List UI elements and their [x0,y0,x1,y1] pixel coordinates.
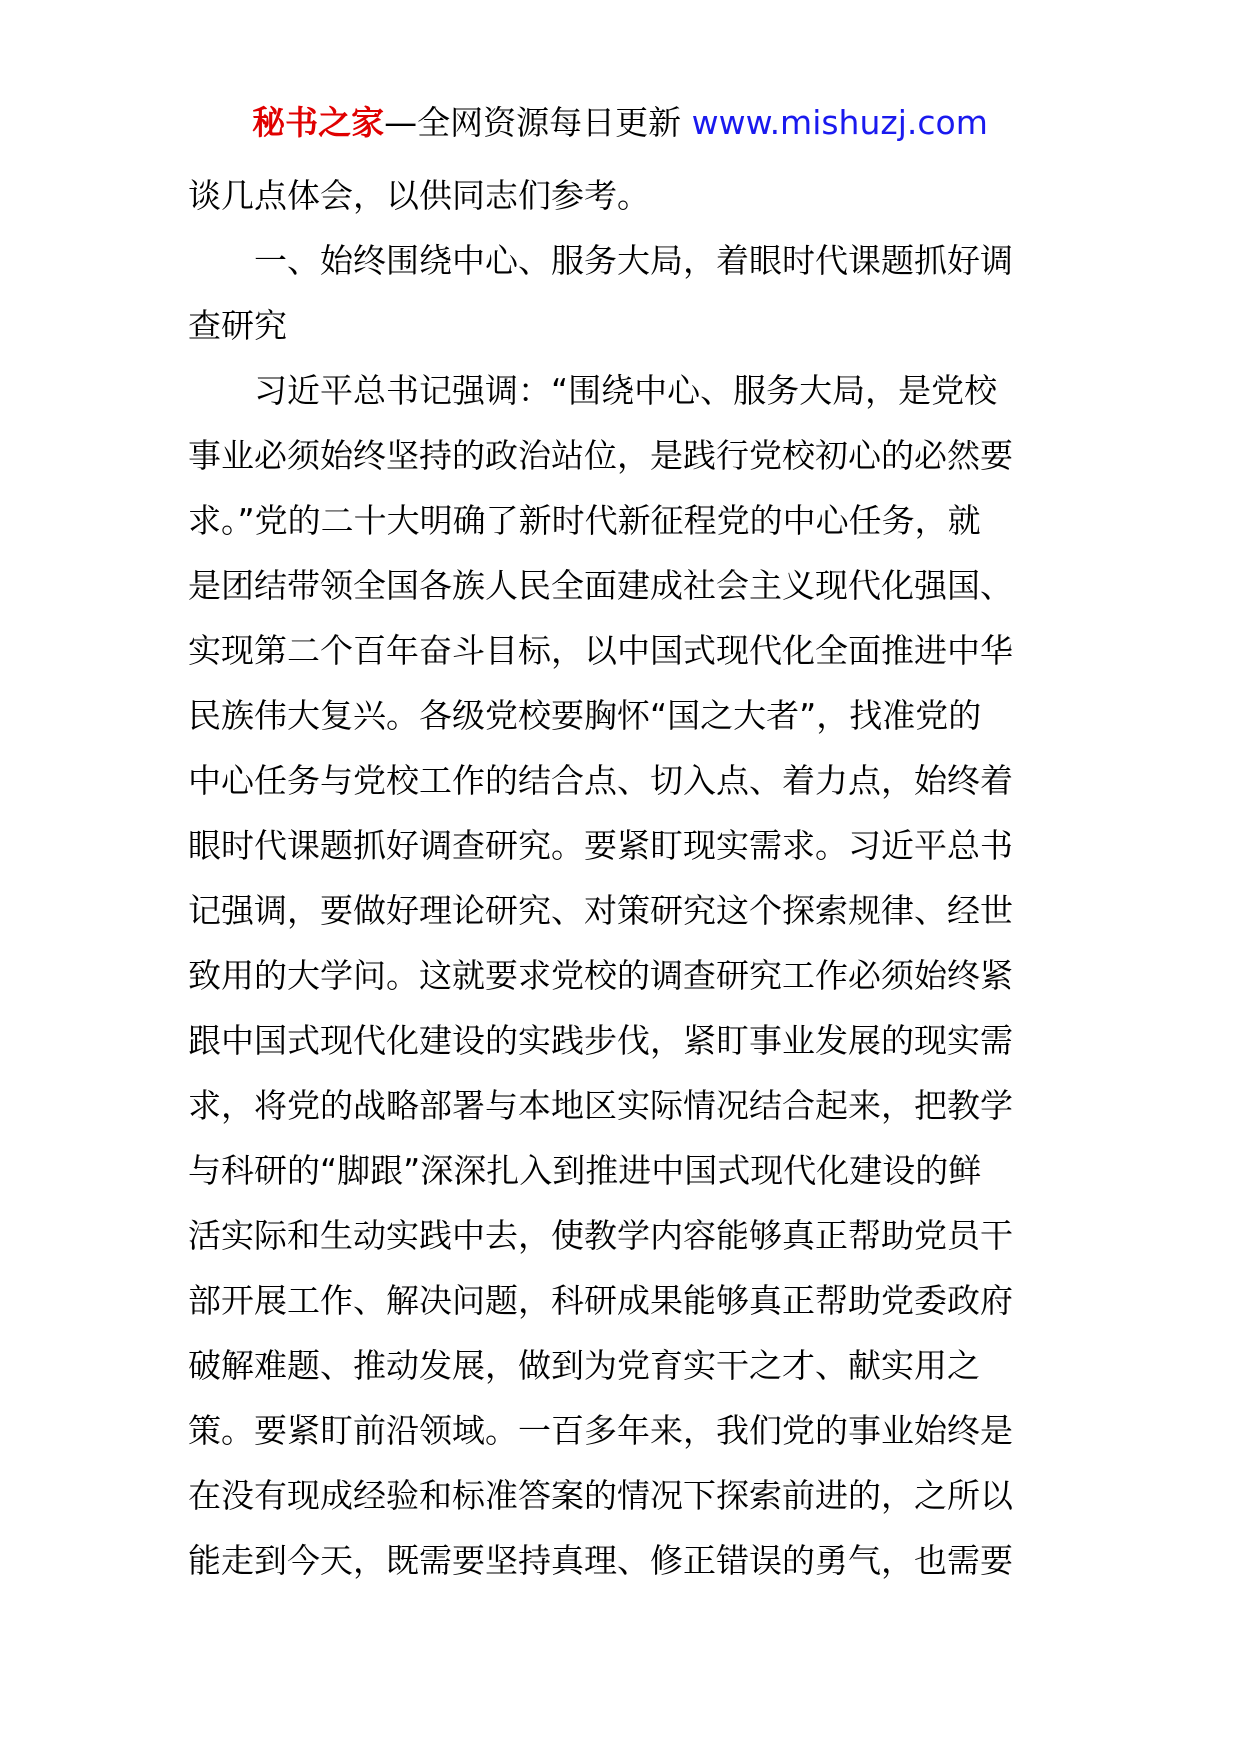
body-line: 民族伟大复兴。各级党校要胸怀“国之大者”，找准党的 [188,696,982,735]
paragraph-first-line: 习近平总书记强调：“围绕中心、服务大局，是党校 [254,371,998,410]
body-line: 求。”党的二十大明确了新时代新征程党的中心任务，就 [188,501,981,540]
body-line: 求，将党的战略部署与本地区实际情况结合起来，把教学 [188,1086,1013,1125]
body-line: 中心任务与党校工作的结合点、切入点、着力点，始终着 [188,761,1013,800]
body-line: 跟中国式现代化建设的实践步伐，紧盯事业发展的现实需 [188,1021,1013,1060]
body-line: 活实际和生动实践中去，使教学内容能够真正帮助党员干 [188,1216,1013,1255]
body-line: 策。要紧盯前沿领域。一百多年来，我们党的事业始终是 [188,1411,1013,1450]
brand-name: 秘书之家 [252,103,385,142]
body-line: 部开展工作、解决问题，科研成果能够真正帮助党委政府 [188,1281,1013,1320]
header-tagline: —全网资源每日更新 [384,103,682,142]
body-line: 谈几点体会，以供同志们参考。 [188,176,650,215]
body-line: 能走到今天，既需要坚持真理、修正错误的勇气，也需要 [188,1541,1013,1580]
body-line: 眼时代课题抓好调查研究。要紧盯现实需求。习近平总书 [188,826,1013,865]
body-line: 致用的大学问。这就要求党校的调查研究工作必须始终紧 [188,956,1013,995]
site-url-link[interactable]: www.mishuzj.com [691,103,988,142]
body-line: 记强调，要做好理论研究、对策研究这个探索规律、经世 [188,891,1013,930]
body-line: 在没有现成经验和标准答案的情况下探索前进的，之所以 [188,1476,1013,1515]
body-line: 实现第二个百年奋斗目标，以中国式现代化全面推进中华 [188,631,1013,670]
body-line: 事业必须始终坚持的政治站位，是践行党校初心的必然要 [188,436,1013,475]
body-line: 与科研的“脚跟”深深扎入到推进中国式现代化建设的鲜 [188,1151,982,1190]
body-line: 破解难题、推动发展，做到为党育实干之才、献实用之 [188,1346,980,1385]
section-heading-line: 一、始终围绕中心、服务大局，着眼时代课题抓好调 [254,241,1013,280]
document-body [188,163,1060,1593]
site-header [0,98,1240,148]
section-heading-line: 查研究 [188,306,287,345]
body-line: 是团结带领全国各族人民全面建成社会主义现代化强国、 [188,566,1013,605]
